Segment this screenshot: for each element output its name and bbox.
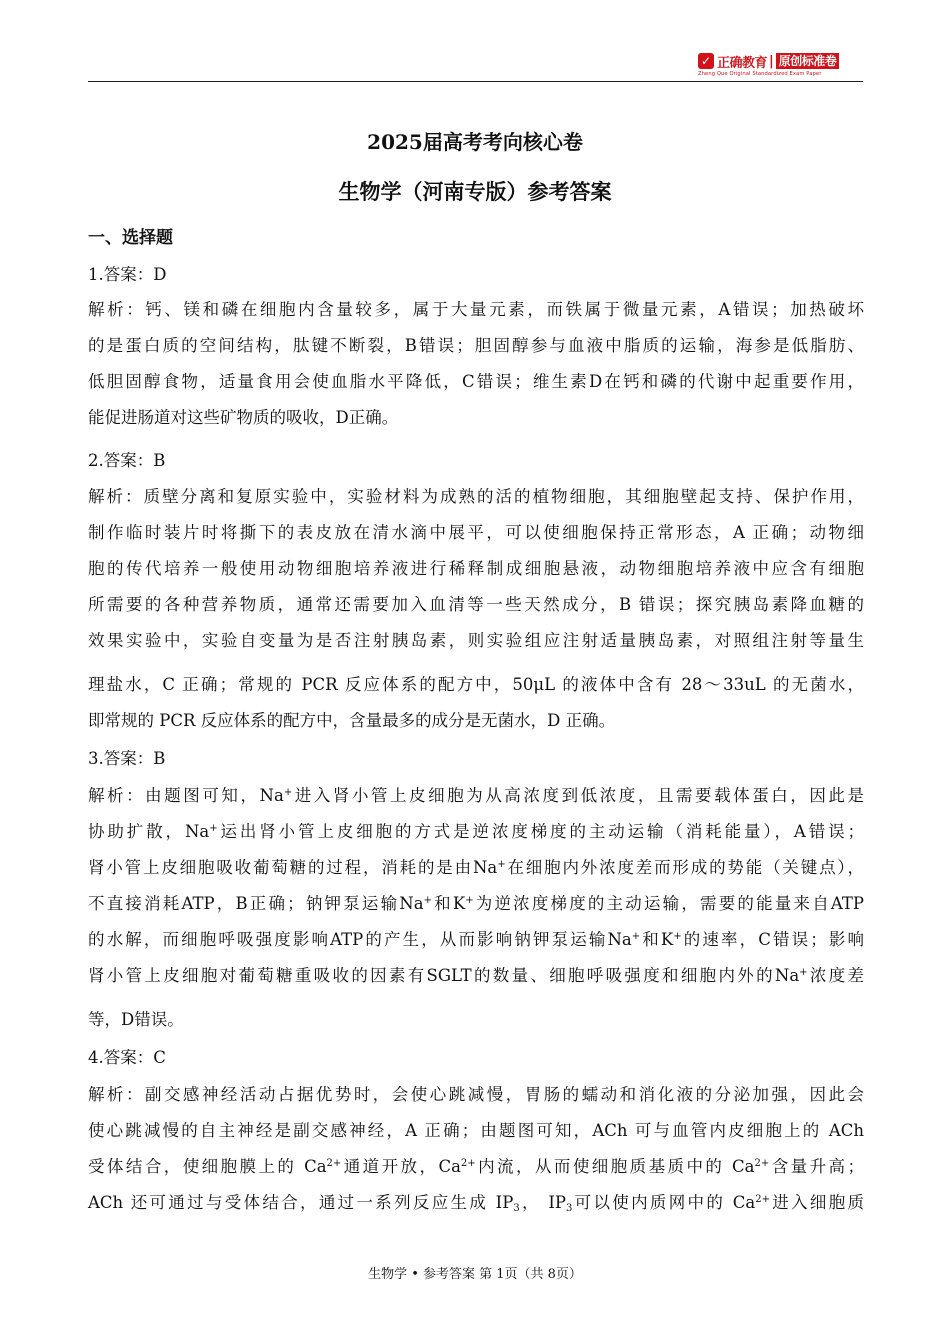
- superscript: 2+: [326, 1158, 342, 1169]
- q4-answer: 4.答案：C: [88, 1048, 166, 1067]
- header-divider: [88, 81, 863, 82]
- q2-line-2: 制作临时装片时将撕下的表皮放在清水滴中展平，可以使细胞保持正常形态，A 正确；动物细: [88, 523, 864, 542]
- logo-brand: 正确教育: [717, 55, 768, 71]
- q1-line-3: 低胆固醇食物，适量食用会使血脂水平降低，C错误；维生素D在钙和磷的代谢中起重要作用，: [88, 372, 864, 391]
- subscript: 3: [566, 1203, 573, 1214]
- superscript: +: [631, 931, 641, 942]
- text: 浓度差: [807, 966, 864, 985]
- text: 可以使内质网中的 Ca: [572, 1193, 756, 1212]
- text: 为逆浓度梯度的主动运输，需要的能量来自ATP: [473, 894, 865, 913]
- text: ， IP: [519, 1193, 566, 1212]
- logo-tagline: 原创标准卷: [776, 53, 840, 69]
- superscript: +: [497, 859, 506, 870]
- text: 通道开放，Ca: [341, 1157, 461, 1176]
- text: 和K: [431, 894, 466, 913]
- q2-line-3: 胞的传代培养一般使用动物细胞培养液进行稀释制成细胞悬液，动物细胞培养液中应含有细胞: [88, 559, 864, 578]
- superscript: +: [423, 895, 432, 906]
- q1-answer: 1.答案：D: [88, 265, 167, 284]
- q1-line-2: 的是蛋白质的空间结构，肽键不断裂，B错误；胆固醇参与血液中脂质的运输，海参是低脂肪、: [88, 336, 864, 355]
- q2-line-1: 解析：质壁分离和复原实验中，实验材料为成熟的活的植物细胞，其细胞壁起支持、保护作用，: [88, 487, 864, 506]
- text: 协助扩散，Na: [88, 822, 210, 841]
- q3-line-2: [88, 818, 864, 842]
- subscript: 3: [513, 1203, 520, 1214]
- superscript: +: [283, 787, 293, 798]
- text: 肾小管上皮细胞吸收葡萄糖的过程，消耗的是由Na: [88, 858, 498, 877]
- page-footer: 生物学 • 参考答案 第 1页（共 8页）: [368, 1267, 582, 1282]
- q3-line-5: [88, 926, 864, 950]
- logo-subtitle: Zheng Que Original Standardized Exam Paper: [698, 71, 822, 77]
- text: 内流，从而使细胞质基质中的 Ca: [475, 1157, 755, 1176]
- section-heading: 一、选择题: [88, 228, 173, 248]
- superscript: +: [465, 895, 474, 906]
- text: 受体结合，使细胞膜上的 Ca: [88, 1157, 327, 1176]
- q2-answer: 2.答案：B: [88, 451, 166, 470]
- q3-line-7: 等，D错误。: [88, 1010, 184, 1029]
- q4-line-1: 解析：副交感神经活动占据优势时，会使心跳减慢，胃肠的蠕动和消化液的分泌加强，因此会: [88, 1085, 864, 1104]
- q4-line-3: [88, 1153, 864, 1177]
- text: 肾小管上皮细胞对葡萄糖重吸收的因素有SGLT的数量、细胞呼吸强度和细胞内外的Na: [88, 966, 800, 985]
- superscript: +: [673, 931, 682, 942]
- text: 解析：由题图可知，Na: [88, 786, 284, 805]
- text: 不直接消耗ATP，B正确；钠钾泵运输Na: [88, 894, 424, 913]
- text: 进入细胞质: [769, 1193, 865, 1212]
- q4-line-4: [88, 1189, 864, 1213]
- text: ACh 还可通过与受体结合，通过一系列反应生成 IP: [88, 1193, 514, 1212]
- logo-separator: |: [769, 53, 774, 69]
- q3-line-3: [88, 854, 864, 878]
- page-title: 2025届高考考向核心卷: [367, 130, 583, 154]
- q3-answer: 3.答案：B: [88, 749, 166, 768]
- superscript: +: [799, 967, 808, 978]
- q3-line-4: [88, 890, 864, 914]
- q3-line-6: [88, 962, 864, 986]
- q2-line-4: 所需要的各种营养物质，通常还需要加入血清等一些天然成分，B 错误；探究胰岛素降血糖的: [88, 595, 864, 614]
- q1-line-1: 解析：钙、镁和磷在细胞内含量较多，属于大量元素，而铁属于微量元素，A错误；加热破坏: [88, 300, 864, 319]
- text: 进入肾小管上皮细胞为从高浓度到低浓度，且需要载体蛋白，因此是: [292, 786, 864, 805]
- q4-line-2: 使心跳减慢的自主神经是副交感神经，A 正确；由题图可知，ACh 可与血管内皮细胞上的 ACh: [88, 1121, 864, 1140]
- text: 在细胞内外浓度差而形成的势能（关键点），: [505, 858, 864, 877]
- q2-line-6: 理盐水，C 正确；常规的 PCR 反应体系的配方中，50μL 的液体中含有 28～33uL 的无菌水，: [88, 675, 864, 694]
- superscript: 2+: [755, 1194, 770, 1205]
- q3-line-1: [88, 782, 864, 806]
- q2-line-7: 即常规的 PCR 反应体系的配方中，含量最多的成分是无菌水，D 正确。: [88, 711, 616, 730]
- text: 运出肾小管上皮细胞的方式是逆浓度梯度的主动运输（消耗能量），A错误；: [217, 822, 864, 841]
- text: 和K: [640, 930, 674, 949]
- superscript: 2+: [754, 1158, 770, 1169]
- text: 的速率，C错误；影响: [681, 930, 864, 949]
- q2-line-5: 效果实验中，实验自变量为是否注射胰岛素，则实验组应注射适量胰岛素，对照组注射等量生: [88, 631, 864, 650]
- text: 的水解，而细胞呼吸强度影响ATP的产生，从而影响钠钾泵运输Na: [88, 930, 632, 949]
- superscript: 2+: [460, 1158, 476, 1169]
- text: 含量升高；: [769, 1157, 864, 1176]
- page-subtitle: 生物学（河南专版）参考答案: [338, 179, 612, 204]
- superscript: +: [209, 823, 218, 834]
- check-icon: ✓: [698, 53, 714, 69]
- q1-line-4: 能促进肠道对这些矿物质的吸收，D正确。: [88, 408, 399, 427]
- publisher-logo: [698, 52, 860, 78]
